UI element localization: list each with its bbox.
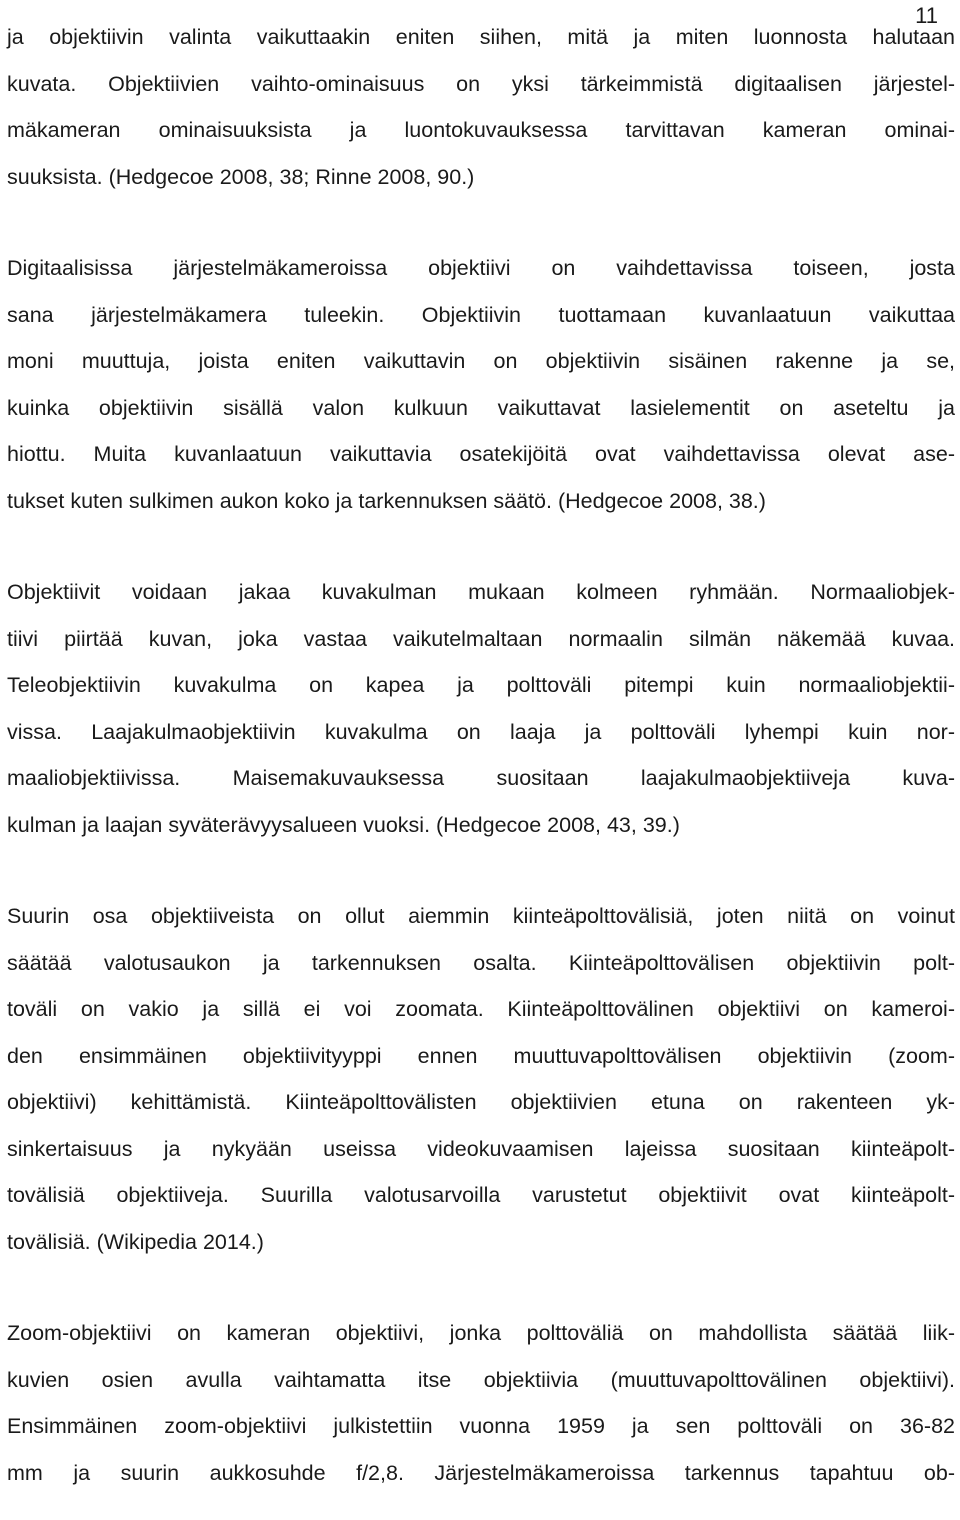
text-line: den ensimmäinen objektiivityyppi ennen muuttuvapolttovälisen objektiivin (zoom- <box>7 1043 955 1068</box>
text-line: Suurin osa objektiiveista on ollut aiemmin kiinteäpolttovälisiä, joten niitä on voinut <box>7 904 955 928</box>
text-line: Objektiivit voidaan jakaa kuvakulman mukaan kolmeen ryhmään. Normaaliobjek- <box>7 580 955 604</box>
text-line: toväli on vakio ja sillä ei voi zoomata. Kiinteäpolttovälinen objektiivi on kameroi- <box>7 997 955 1021</box>
text-line: ja objektiivin valinta vaikuttaakin eniten siihen, mitä ja miten luonnosta halutaan <box>7 25 955 49</box>
text-line: mm ja suurin aukkosuhde f/2,8. Järjestelmäkameroissa tarkennus tapahtuu ob- <box>7 1460 955 1485</box>
paragraph-lens-choice <box>7 14 955 200</box>
text-line: suuksista. (Hedgecoe 2008, 38; Rinne 2008, 90.) <box>7 164 475 189</box>
text-line: objektiivi) kehittämistä. Kiinteäpolttovälisten objektiivien etuna on rakenteen yk- <box>7 1090 955 1114</box>
paragraph-lens-groups <box>7 569 955 848</box>
text-line: tukset kuten sulkimen aukon koko ja tarkennuksen säätö. (Hedgecoe 2008, 38.) <box>7 488 766 513</box>
text-line: sana järjestelmäkamera tuleekin. Objektiivin tuottamaan kuvanlaatuun vaikuttaa <box>7 302 955 327</box>
text-line: säätää valotusaukon ja tarkennuksen osalta. Kiinteäpolttovälisen objektiivin polt- <box>7 950 955 975</box>
text-line: hiottu. Muita kuvanlaatuun vaikuttavia osatekijöitä ovat vaihdettavissa olevat ase- <box>7 442 955 466</box>
text-line: Digitaalisissa järjestelmäkameroissa objektiivi on vaihdettavissa toiseen, josta <box>7 256 955 280</box>
text-line: vissa. Laajakulmaobjektiivin kuvakulma on laaja ja polttoväli lyhempi kuin nor- <box>7 719 955 744</box>
text-line: Ensimmäinen zoom-objektiivi julkistettiin vuonna 1959 ja sen polttoväli on 36-82 <box>7 1414 955 1438</box>
text-line: kuinka objektiivin sisällä valon kulkuun vaikuttavat lasielementit on aseteltu ja <box>7 395 955 420</box>
text-line: kuvata. Objektiivien vaihto-ominaisuus on yksi tärkeimmistä digitaalisen järjestel- <box>7 71 955 96</box>
text-line: tovälisiä objektiiveja. Suurilla valotusarvoilla varustetut objektiivit ovat kiinteäpolt- <box>7 1183 955 1207</box>
text-line: tiivi piirtää kuvan, joka vastaa vaikutelmaltaan normaalin silmän näkemää kuvaa. <box>7 626 955 651</box>
text-line: maaliobjektiivissa. Maisemakuvauksessa suositaan laajakulmaobjektiiveja kuva- <box>7 766 955 790</box>
paragraph-prime-lenses <box>7 893 955 1265</box>
text-line: tovälisiä. (Wikipedia 2014.) <box>7 1229 264 1254</box>
document-body <box>7 14 955 1496</box>
page-number: 11 <box>915 3 938 28</box>
text-line: Zoom-objektiivi on kameran objektiivi, jonka polttoväliä on mahdollista säätää liik- <box>7 1321 955 1345</box>
text-line: moni muuttuja, joista eniten vaikuttavin on objektiivin sisäinen rakenne ja se, <box>7 349 955 373</box>
text-line: Teleobjektiivin kuvakulma on kapea ja polttoväli pitempi kuin normaaliobjektii- <box>7 673 955 697</box>
text-line: kuvien osien avulla vaihtamatta itse objektiivia (muuttuvapolttovälinen objektiivi). <box>7 1367 955 1392</box>
text-line: sinkertaisuus ja nykyään useissa videokuvaamisen lajeissa suositaan kiinteäpolt- <box>7 1136 955 1161</box>
text-line: mäkameran ominaisuuksista ja luontokuvauksessa tarvittavan kameran ominai- <box>7 118 955 142</box>
paragraph-interchangeable-lens <box>7 245 955 524</box>
paragraph-zoom-lenses <box>7 1310 955 1496</box>
text-line: kulman ja laajan syväterävyysalueen vuoksi. (Hedgecoe 2008, 43, 39.) <box>7 812 680 837</box>
